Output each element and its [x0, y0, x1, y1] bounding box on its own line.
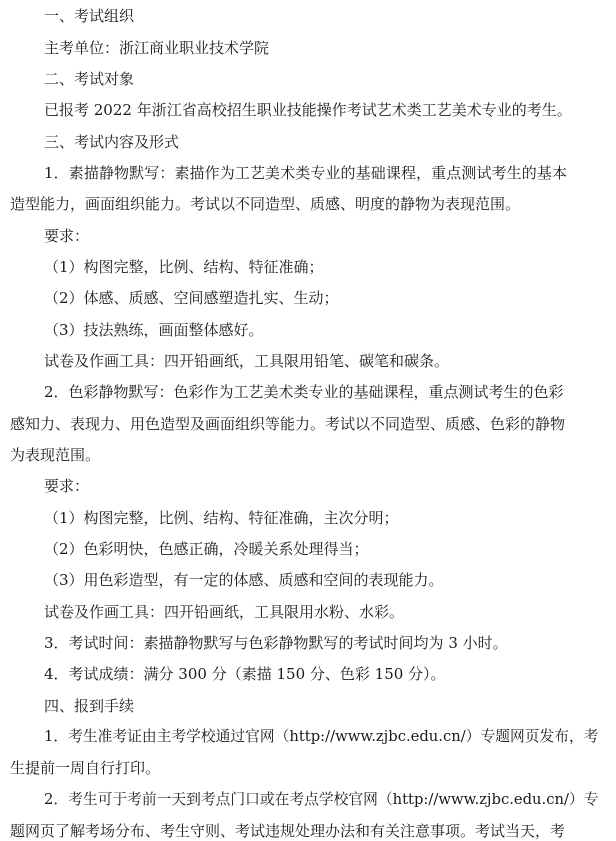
exam-time-line: 3．考试时间：素描静物默写与色彩静物默写的考试时间均为 3 小时。 — [44, 634, 508, 652]
color-tools-line: 试卷及作画工具：四开铅画纸，工具限用水粉、水彩。 — [44, 603, 405, 621]
section-heading-organization: 一、考试组织 — [44, 7, 135, 25]
sketch-requirement-3: （3）技法熟练，画面整体感好。 — [44, 321, 264, 339]
sketch-item-line-2: 造型能力，画面组织能力。考试以不同造型、质感、明度的静物为表现范围。 — [10, 195, 521, 213]
registration-item2-line-1: 2．考生可于考前一天到考点门口或在考点学校官网（http://www.zjbc.edu.cn/）专 — [44, 791, 599, 808]
registration-item1-line-2: 生提前一周自行打印。 — [10, 759, 161, 777]
color-requirement-3: （3）用色彩造型，有一定的体感、质感和空间的表现能力。 — [44, 571, 444, 589]
target-line: 已报考 2022 年浙江省高校招生职业技能操作考试艺术类工艺美术专业的考生。 — [44, 101, 572, 119]
sketch-tools-line: 试卷及作画工具：四开铅画纸，工具限用铅笔、碳笔和碳条。 — [44, 352, 450, 370]
organizer-line: 主考单位：浙江商业职业技术学院 — [44, 39, 270, 57]
color-item-line-2: 感知力、表现力、用色造型及画面组织等能力。考试以不同造型、质感、色彩的静物 — [10, 415, 566, 433]
exam-score-line: 4．考试成绩：满分 300 分（素描 150 分、色彩 150 分）。 — [44, 665, 446, 683]
section-heading-target: 二、考试对象 — [44, 70, 135, 88]
section-heading-registration: 四、报到手续 — [44, 697, 135, 715]
sketch-requirement-1: （1）构图完整，比例、结构、特征准确； — [44, 258, 324, 276]
section-heading-content: 三、考试内容及形式 — [44, 133, 180, 151]
sketch-requirements-label: 要求： — [44, 227, 90, 245]
sketch-item-line-1: 1．素描静物默写：素描作为工艺美术类专业的基础课程，重点测试考生的基本 — [44, 164, 568, 182]
color-requirements-label: 要求： — [44, 477, 90, 495]
color-item-line-3: 为表现范围。 — [10, 446, 101, 464]
sketch-requirement-2: （2）体感、质感、空间感塑造扎实、生动； — [44, 289, 339, 307]
registration-item2-line-2: 题网页了解考场分布、考生守则、考试违规处理办法和有关注意事项。考试当天，考 — [10, 822, 566, 840]
color-item-line-1: 2．色彩静物默写：色彩作为工艺美术类专业的基础课程，重点测试考生的色彩 — [44, 383, 564, 401]
color-requirement-1: （1）构图完整，比例、结构、特征准确，主次分明； — [44, 509, 399, 527]
registration-item1-line-1: 1．考生准考证由主考学校通过官网（http://www.zjbc.edu.cn/）专题网页发布，考 — [44, 728, 599, 745]
color-requirement-2: （2）色彩明快，色感正确，冷暖关系处理得当； — [44, 540, 369, 558]
